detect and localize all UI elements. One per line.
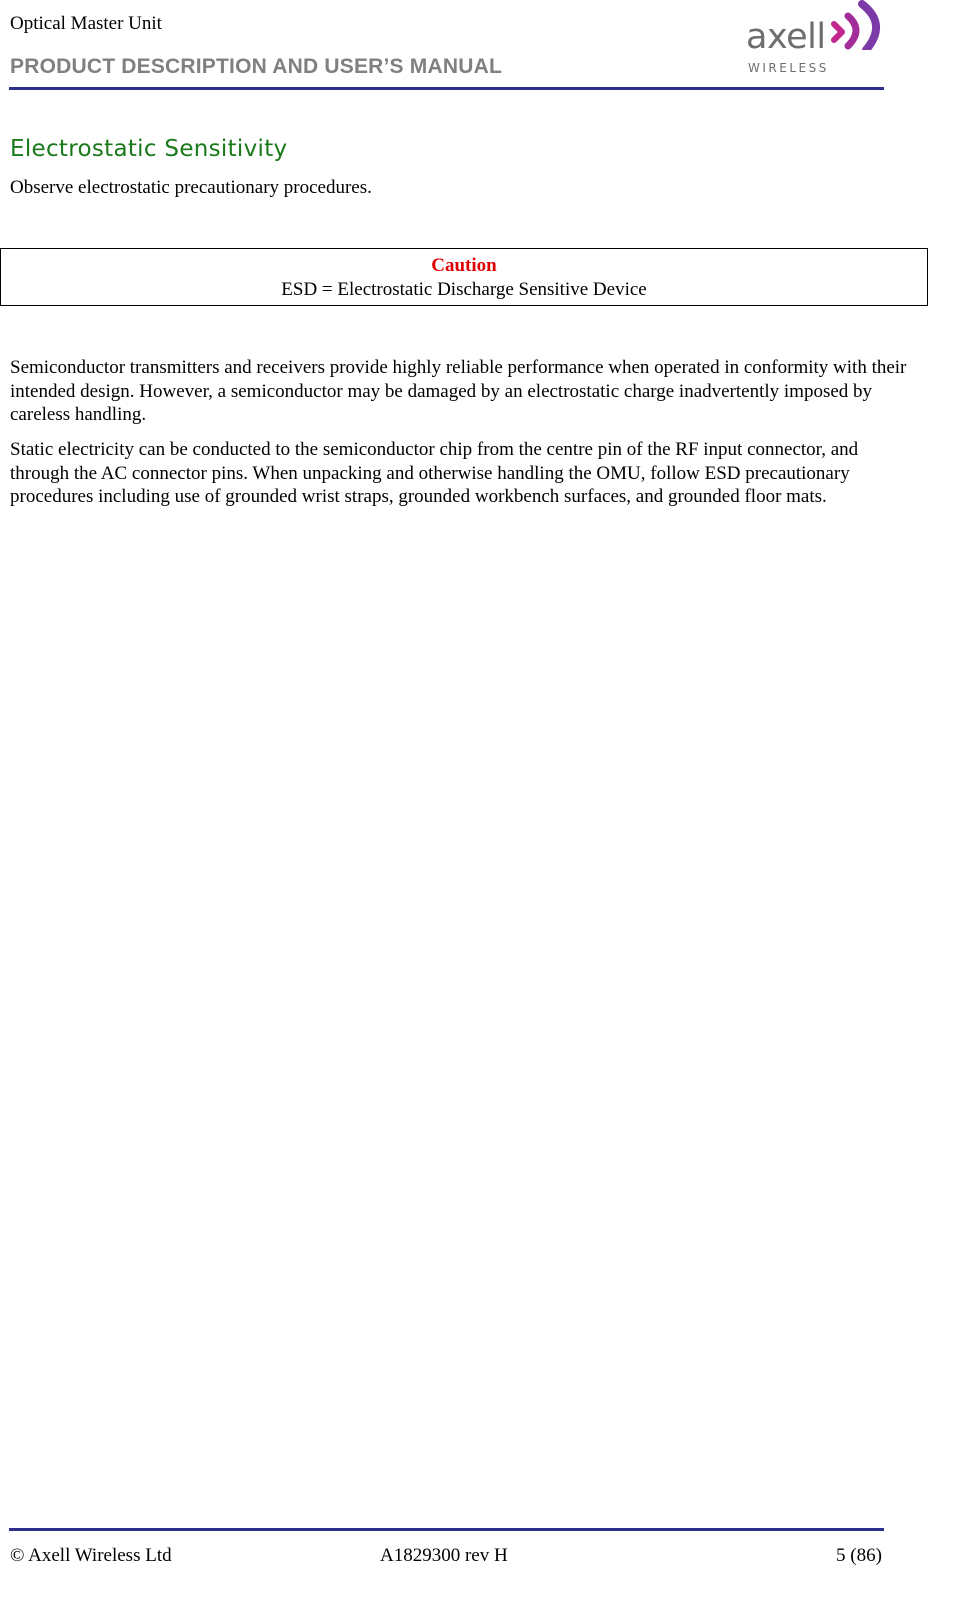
logo-arcs-icon <box>824 0 890 50</box>
caution-text: ESD = Electrostatic Discharge Sensitive Device <box>281 279 647 300</box>
paragraph-static-electricity: Static electricity can be conducted to the semiconductor chip from the centre pin of the RF input connector, and through the AC connector pins. When unpacking and otherwise handling the OMU, follow ESD precautionary procedures including use of grounded wrist straps, grounded workbench surfaces, and grounded floor mats. <box>10 439 859 507</box>
caution-title: Caution <box>431 255 497 276</box>
intro-text: Observe electrostatic precautionary procedures. <box>10 177 372 198</box>
paragraph-semiconductor: Semiconductor transmitters and receivers provide highly reliable performance when operated in conformity with their intended design. However, a semiconductor may be damaged by an electrostatic charge inadvertently imposed by careless handling. <box>10 357 907 425</box>
caution-box <box>0 248 928 306</box>
axell-wireless-logo <box>740 0 910 82</box>
header-rule <box>9 87 884 90</box>
logo-subtitle: WIRELESS <box>748 61 829 75</box>
footer-rule <box>9 1528 884 1531</box>
product-name: Optical Master Unit <box>10 13 162 34</box>
logo-wordmark: axell <box>746 17 826 57</box>
section-heading: Electrostatic Sensitivity <box>10 136 288 162</box>
footer-copyright: © Axell Wireless Ltd <box>10 1545 172 1566</box>
footer-page-number: 5 (86) <box>836 1545 882 1566</box>
footer-doc-number: A1829300 rev H <box>380 1545 508 1566</box>
manual-title: PRODUCT DESCRIPTION AND USER’S MANUAL <box>10 55 502 78</box>
